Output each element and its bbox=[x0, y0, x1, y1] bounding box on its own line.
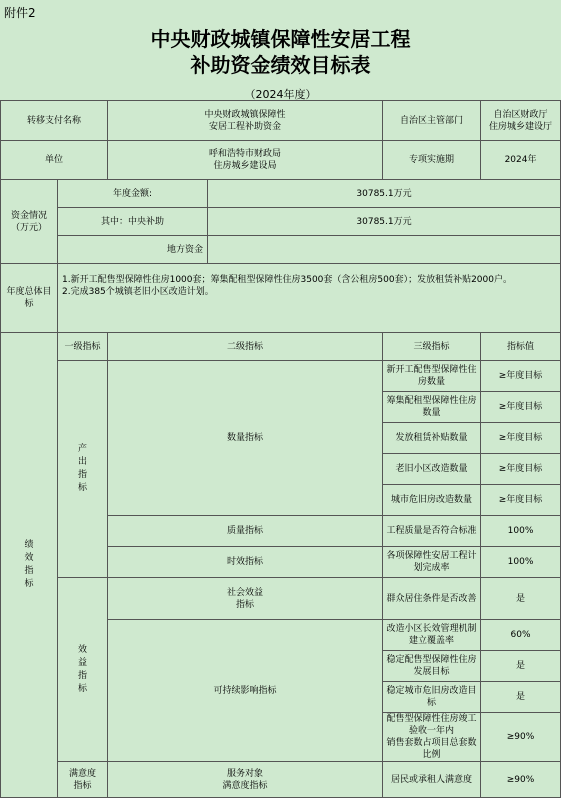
quantity-item-2: 筹集配租型保障性住房数量 bbox=[383, 392, 481, 423]
attachment-label: 附件2 bbox=[4, 6, 36, 20]
fund-name-label: 转移支付名称 bbox=[1, 101, 108, 141]
benefit-label bbox=[58, 578, 108, 762]
sustain-label: 可持续影响指标 bbox=[108, 620, 383, 762]
period: 2024年 bbox=[481, 141, 561, 180]
goal-label bbox=[1, 264, 58, 333]
central-value: 30785.1万元 bbox=[208, 208, 561, 236]
sustain-value-4: ≥90% bbox=[481, 713, 561, 762]
quantity-value-2: ≥年度目标 bbox=[481, 392, 561, 423]
timeliness-label: 时效指标 bbox=[108, 547, 383, 578]
sustain-item-4 bbox=[383, 713, 481, 762]
quality-item: 工程质量是否符合标准 bbox=[383, 516, 481, 547]
unit-text: 呼和浩特市财政局 住房城乡建设局 bbox=[209, 149, 282, 171]
quantity-value-5: ≥年度目标 bbox=[481, 485, 561, 516]
sustain-value-3: 是 bbox=[481, 682, 561, 713]
sustain-item-2: 稳定配售型保障性住房发展目标 bbox=[383, 651, 481, 682]
performance-table bbox=[0, 100, 561, 798]
year-label: （2024年度） bbox=[244, 88, 317, 101]
sustain-value-1: 60% bbox=[481, 620, 561, 651]
title-line-1: 中央财政城镇保障性安居工程 bbox=[150, 27, 411, 51]
dept-text: 自治区财政厅 住房城乡建设厅 bbox=[489, 109, 553, 132]
quality-value: 100% bbox=[481, 516, 561, 547]
satisfaction-label bbox=[58, 762, 108, 798]
local-label: 地方资金 bbox=[58, 236, 208, 264]
header-level1: 一级指标 bbox=[58, 333, 108, 361]
title-line-2: 补助资金绩效目标表 bbox=[190, 53, 371, 77]
indicators-label bbox=[1, 333, 58, 798]
goal-label-text: 年度总体目 标 bbox=[6, 287, 52, 309]
social-label bbox=[108, 578, 383, 620]
annual-label: 年度金额: bbox=[58, 180, 208, 208]
output-label bbox=[58, 361, 108, 578]
satisfaction-item: 居民或承租人满意度 bbox=[383, 762, 481, 798]
quantity-item-3: 发放租赁补贴数量 bbox=[383, 423, 481, 454]
sustain-item-1: 改造小区长效管理机制建立覆盖率 bbox=[383, 620, 481, 651]
local-value bbox=[208, 236, 561, 264]
satisfaction-sub bbox=[108, 762, 383, 798]
quantity-value-4: ≥年度目标 bbox=[481, 454, 561, 485]
header-level2: 二级指标 bbox=[108, 333, 383, 361]
fund-name bbox=[108, 101, 383, 141]
output-label-text: 产 出 指 标 bbox=[78, 444, 88, 493]
sustain-item-4-text: 配售型保障性住房竣工验收一年内 销售套数占项目总套数比例 bbox=[386, 714, 477, 760]
social-label-text: 社会效益 指标 bbox=[227, 587, 264, 610]
quantity-item-5: 城市危旧房改造数量 bbox=[383, 485, 481, 516]
funds-label bbox=[1, 180, 58, 264]
unit-label: 单位 bbox=[1, 141, 108, 180]
quantity-value-1: ≥年度目标 bbox=[481, 361, 561, 392]
funds-label-text: 资金情况 （万元） bbox=[10, 210, 47, 233]
satisfaction-value: ≥90% bbox=[481, 762, 561, 798]
header-value: 指标值 bbox=[481, 333, 561, 361]
quantity-value-3: ≥年度目标 bbox=[481, 423, 561, 454]
indicators-label-text: 绩 效 指 标 bbox=[24, 540, 34, 589]
unit bbox=[108, 141, 383, 180]
satisfaction-sub-text: 服务对象 满意度指标 bbox=[222, 768, 268, 791]
central-label: 其中：中央补助 bbox=[58, 208, 208, 236]
benefit-label-text: 效 益 指 标 bbox=[78, 644, 88, 694]
quantity-item-1: 新开工配售型保障性住房数量 bbox=[383, 361, 481, 392]
goal-text-body: 1.新开工配售型保障性住房1000套；筹集配租型保障性住房3500套（含公租房500套）；发放租赁补贴2000户。 2.完成385个城镇老旧小区改造计划。 bbox=[62, 275, 512, 297]
dept bbox=[481, 101, 561, 141]
social-item: 群众居住条件是否改善 bbox=[383, 578, 481, 620]
timeliness-item: 各项保障性安居工程计划完成率 bbox=[383, 547, 481, 578]
satisfaction-label-text: 满意度 指标 bbox=[69, 768, 97, 791]
quality-label: 质量指标 bbox=[108, 516, 383, 547]
sustain-value-2: 是 bbox=[481, 651, 561, 682]
timeliness-value: 100% bbox=[481, 547, 561, 578]
quantity-item-4: 老旧小区改造数量 bbox=[383, 454, 481, 485]
quantity-label: 数量指标 bbox=[108, 361, 383, 516]
dept-label: 自治区主管部门 bbox=[383, 101, 481, 141]
sustain-item-3: 稳定城市危旧房改造目标 bbox=[383, 682, 481, 713]
social-value: 是 bbox=[481, 578, 561, 620]
fund-name-text: 中央财政城镇保障性 安居工程补助资金 bbox=[204, 109, 286, 132]
period-label: 专项实施期 bbox=[383, 141, 481, 180]
header-level3-cell: 三级指标 bbox=[383, 333, 481, 361]
annual-value: 30785.1万元 bbox=[208, 180, 561, 208]
goal-text bbox=[58, 264, 561, 333]
